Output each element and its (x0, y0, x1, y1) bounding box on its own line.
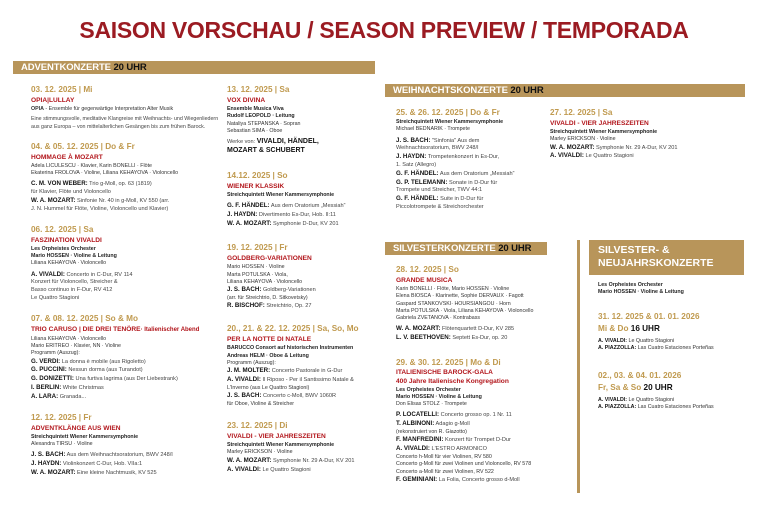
piece: Violinkonzert C-Dur, Hob. VIIa:1 (61, 461, 143, 468)
section-header-neujahr (589, 240, 744, 275)
event-date: 12. 12. 2025 | Fr (31, 412, 92, 422)
performer: Streichquintett Wiener Kammersymphonie (396, 119, 504, 125)
event-subtitle: · Italienischer Abend (140, 326, 200, 333)
event-title: VOX DIVINA (227, 97, 266, 104)
piece-cont: (rekonstruiert von R. Giazotto) (396, 429, 467, 436)
piece: Le Quattro Stagioni (627, 397, 675, 404)
section-header-advent-extension (255, 61, 375, 74)
piece: Trio g-Moll, op. 63 (1819) (87, 181, 152, 188)
performer: Liliana KEHAYOVA · Violoncello (227, 279, 303, 286)
event-date: 06. 12. 2025 | Sa (31, 224, 94, 234)
composer: J. HAYDN: (396, 153, 427, 161)
piece-cont: J. N. Hummel für Flöte, Violine, Violoncello und Klavier) (31, 205, 169, 212)
performer: Gabriela ZVETANOVA · Kontrabass (396, 315, 480, 322)
section-label: ADVENTKONZERTE (21, 62, 111, 73)
composer: A. LARA: (31, 392, 59, 400)
performer: Mario HOSSEN · Violine (227, 264, 285, 271)
composer: G. VERDI: (31, 357, 61, 365)
piece: Sonate in D-Dur für (447, 179, 498, 186)
performer: Rudolf LEOPOLD · Leitung (227, 113, 295, 120)
piece: "Sinfonia" Aus dem (430, 137, 480, 144)
piece: Granada... (58, 393, 87, 400)
event (598, 311, 763, 353)
piece: Le Quattro Stagioni (260, 466, 311, 473)
piece: Streichtrio, Op. 27 (264, 303, 312, 310)
event-date: 28. 12. 2025 | So (396, 265, 459, 274)
event (396, 264, 576, 343)
event-days: Fr, Sa & So (598, 383, 642, 393)
performer: Mario HOSSEN · Violine & Leitung (31, 252, 117, 259)
event (550, 107, 760, 161)
piece-cont: für Oboe, Violine & Streicher (227, 400, 295, 407)
event-date: 20., 21. & 22. 12. 2025 | Sa, So, Mo (227, 324, 359, 334)
piece-cont: Konzert für Violoncello, Streicher & (31, 279, 118, 286)
event (396, 107, 546, 212)
composer: A. VIVALDI: (598, 337, 628, 344)
event (31, 313, 226, 402)
performer: Streichquintett Wiener Kammersymphonie (31, 433, 139, 440)
event (227, 84, 377, 156)
piece-cont: Piccolotrompete & Streichorchester (396, 203, 484, 210)
event (31, 412, 226, 478)
piece-cont: Weihnachtsoratorium, BWV 248/I (396, 145, 479, 152)
piece: L'ESTRO ARMONICO (429, 446, 487, 453)
section-time: 20 UHR (510, 85, 544, 96)
piece: Trompetenkonzert in Es-Dur, (426, 154, 500, 161)
event-date: 29. & 30. 12. 2025 | Mo & Di (396, 358, 501, 368)
event-title: VIVALDI - VIER JAHRESZEITEN (227, 433, 326, 441)
piece: Aus dem Weihnachtsoratorium, BWV 248/I (65, 452, 173, 459)
section-header-advent (13, 61, 255, 74)
piece: Concerto c-Moll, BWV 1060R (261, 393, 336, 400)
section-label-line2: NEUJAHRSKONZERTE (598, 257, 714, 269)
performer: Les Orpheistes Orchester (31, 245, 96, 252)
event-title: WIENER KLASSIK (227, 182, 285, 190)
performer: Sebastian SIMA · Oboe (227, 127, 283, 134)
event-title: VIVALDI - VIER JAHRESZEITEN (550, 120, 649, 127)
composer: G. F. HÄNDEL: (396, 169, 439, 177)
event-title: PER LA NOTTE DI NATALE (227, 336, 312, 344)
piece: Le Quattro Stagioni (583, 153, 634, 160)
composer: J. HAYDN: (227, 210, 258, 218)
event-date: 02., 03. & 04. 01. 2026 (598, 371, 682, 381)
silvester-column (396, 264, 576, 495)
section-label: SILVESTERKONZERTE (393, 243, 496, 254)
event-time: 20 UHR (643, 383, 673, 393)
composer: G. F. HÄNDEL: (396, 195, 439, 203)
composer: A. VIVALDI: (396, 445, 430, 453)
page-title: SAISON VORSCHAU / SEASON PREVIEW / TEMPORADA (79, 17, 689, 43)
performer: Alexandra TIRSU · Violine (31, 440, 93, 447)
composer: J. S. BACH: (31, 451, 66, 459)
performer: Mario ERITREO · Klavier, NN · Violine (31, 343, 121, 350)
composer: T. ALBINONI: (396, 420, 435, 428)
performer: Karin BONELLI · Flöte, Mario HOSSEN · Violine (396, 286, 510, 292)
piece: Concerto grosso op. 1 Nr. 11 (439, 412, 512, 419)
piece: La Folia, Concerto grosso d-Moll (437, 476, 520, 483)
event (227, 242, 377, 311)
section-header-silvester (385, 242, 547, 255)
piece: Aus dem Oratorium „Messiah“ (438, 170, 515, 177)
performer: Mario HOSSEN · Violine & Leitung (598, 289, 684, 296)
divider-line (577, 240, 580, 493)
performer: Gaspard STANKOVSKI· HOURSIANGOU · Horn (396, 300, 511, 307)
event (396, 357, 576, 485)
weihnacht-column-2 (550, 107, 760, 171)
performer: Nataliya STEPANSKA · Sopran (227, 120, 301, 127)
piece: Una furtiva lagrima (aus Der Liebestrank) (73, 376, 178, 383)
event-date: 14.12. 2025 | So (227, 170, 288, 180)
composer: G. PUCCINI: (31, 366, 67, 374)
piece: Las Cuatro Estaciones Porteñas (636, 344, 714, 351)
piece-cont: 1. Satz (Allegro) (396, 161, 437, 168)
event-title: ITALIENISCHE BAROCK-GALA (396, 369, 493, 377)
event-date: 07. & 08. 12. 2025 | So & Mo (31, 313, 138, 323)
piece-cont: Trompete und Streicher, TWV 44:1 (396, 187, 483, 194)
composer: G. P. TELEMANN: (396, 178, 448, 186)
advent-column-2 (227, 84, 377, 484)
event-date: 13. 12. 2025 | Sa (227, 85, 290, 94)
performer: Marley ERICKSON · Violine (227, 449, 293, 456)
piece-cont: (arr. für Streichtrio, D. Sitkovetsky) (227, 295, 308, 302)
piece: Goldberg-Variationen (261, 287, 316, 294)
performer: Marta POTULSKA · Viola, (227, 271, 288, 278)
performer: Streichquintett Wiener Kammersymphonie (227, 442, 335, 449)
event-title: TRIO CARUSO | DIE DREI TENÖRE (31, 325, 141, 333)
performer: Ensemble Musica Viva (227, 106, 284, 112)
piece: White Christmas (61, 385, 104, 392)
piece-cont: L'Inverno (aus Le Quattro Stagioni) (227, 384, 310, 391)
section-time: 20 UHR (498, 243, 532, 254)
composer: A. VIVALDI: (227, 375, 261, 383)
event-days: Mi & Do (598, 323, 629, 333)
section-label-line1: SILVESTER- & (598, 244, 670, 256)
works-label: Werke von: (227, 139, 257, 146)
performer: Liliana KEHAYOVA · Violoncello (31, 335, 107, 342)
piece: La donna è mobile (aus Rigoletto) (60, 358, 146, 365)
composer: A. VIVALDI: (550, 152, 584, 160)
performer: Ekaterina FROLOVA · Violine, Liliana KEHAYOVA · Violoncello (31, 170, 179, 177)
composer: G. F. HÄNDEL: (227, 202, 270, 210)
performer: Andreas HELM · Oboe & Leitung (227, 352, 309, 359)
piece-cont: Concerto g-Moll für zwei Violinen und Violoncello, RV 578 (396, 461, 532, 468)
piece: Symphonie Nr. 29 A-Dur, KV 201 (594, 144, 678, 151)
event (31, 224, 226, 303)
piece: Il Riposo - Per il Santissimo Natale & (260, 376, 354, 383)
event-description: Eine stimmungsvolle, meditative Klangreise mit Weihnachts- und Wiegenliedern aus ganz Europa – von mittelalterlichen Gesängen bis zum frühen Barock. (31, 116, 219, 130)
performer: BARUCCO Consort auf historischen Instrumenten (227, 345, 354, 352)
composer: A. PIAZZOLLA: (598, 404, 637, 411)
composer: P. LOCATELLI: (396, 411, 440, 419)
event-date: 31. 12. 2025 & 01. 01. 2026 (598, 311, 700, 321)
piece: Adagio g-Moll (434, 421, 470, 428)
composer: W. A. MOZART: (31, 197, 76, 205)
section-label: WEIHNACHTSKONZERTE (393, 85, 508, 96)
event (598, 370, 763, 412)
section-time: 20 UHR (113, 62, 147, 73)
performer-desc: - Ensemble für gegenwärtige Interpretation Alter Musik (43, 106, 174, 112)
composers: VIVALDI, HÄNDEL, (256, 138, 319, 146)
piece: Septett Es-Dur, op. 20 (450, 335, 508, 342)
composer: F. GEMINIANI: (396, 475, 438, 483)
piece: Aus dem Oratorium „Messiah“ (269, 203, 346, 210)
weihnacht-column-1 (396, 107, 546, 222)
event-title: FASZINATION VIVALDI (31, 236, 102, 244)
performer: Marley ERICKSON · Violine (550, 136, 616, 143)
program-label: Programm (Auszug): (31, 350, 80, 357)
piece: Eine kleine Nachtmusik, KV 525 (75, 469, 157, 476)
composer: W. A. MOZART: (227, 456, 272, 464)
piece-cont: für Klavier, Flöte und Violoncello (31, 189, 111, 196)
piece: Concerto in C-Dur, RV 114 (64, 271, 133, 278)
event (227, 323, 377, 408)
composer: J. S. BACH: (227, 286, 262, 294)
performer: Streichquintett Wiener Kammersymphonie (227, 191, 335, 198)
performer: Marta POTULSKA · Viola, Liliana KEHAYOVA · Violoncello (396, 307, 534, 314)
event-subtitle: 400 Jahre Italienische Kongregation (396, 377, 509, 385)
composer: W. A. MOZART: (550, 143, 595, 151)
piece-cont: Basso continuo in F-Dur, RV 412 (31, 287, 113, 294)
performer: Michael BEDNARIK · Trompete (396, 126, 470, 133)
composer: I. BERLIN: (31, 384, 62, 392)
event (31, 141, 226, 214)
composer: W. A. MOZART: (31, 468, 76, 476)
section-header-weihnacht (385, 84, 745, 97)
piece: Symphonie Nr. 29 A-Dur, KV 201 (271, 457, 355, 464)
composer: J. S. BACH: (227, 392, 262, 400)
piece-cont: Concerto a-Moll für zwei Violinen, RV 522 (396, 468, 494, 475)
event-date: 27. 12. 2025 | Sa (550, 108, 613, 117)
piece: Suite in D-Dur für (438, 196, 484, 203)
piece: Concerto Pastorale in G-Dur (270, 368, 343, 375)
piece-cont: Le Quattro Stagioni (31, 294, 80, 301)
performer: Les Orpheistes Orchester (598, 282, 663, 288)
piece: Flötenquartett D-Dur, KV 285 (440, 326, 515, 333)
piece: Sinfonie Nr. 40 in g-Moll, KV 550 (arr. (75, 198, 170, 205)
event-title: HOMMAGE À MOZART (31, 153, 103, 161)
composer: F. MANFREDINI: (396, 436, 444, 444)
neujahr-column (598, 282, 763, 422)
performer: Les Orpheistes Orchester (396, 386, 461, 393)
composers: MOZART & SCHUBERT (227, 146, 305, 154)
event-date: 04. & 05. 12. 2025 | Do & Fr (31, 141, 135, 151)
piece: Divertimento Es-Dur, Hob. II:11 (257, 211, 336, 218)
composer: A. PIAZZOLLA: (598, 344, 637, 351)
piece: Nessun dorma (aus Turandot) (66, 367, 143, 374)
performer: Elena BIOSCA · Klarinette, Sophie DERVAUX · Fagott (396, 293, 524, 300)
event-date: 19. 12. 2025 | Fr (227, 243, 288, 253)
composer: W. A. MOZART: (227, 219, 272, 227)
composer: A. VIVALDI: (227, 465, 261, 473)
piece: Konzert für Trompet D-Dur (443, 437, 511, 444)
program-label: Programm (Auszug): (227, 359, 276, 366)
event-date: 23. 12. 2025 | Di (227, 421, 288, 431)
performer-name: OPIA (31, 106, 44, 112)
event-date: 25. & 26. 12. 2025 | Do & Fr (396, 108, 500, 117)
piece: Las Cuatro Estaciones Porteñas (636, 404, 714, 411)
composer: A. VIVALDI: (31, 270, 65, 278)
event-title: GRANDE MUSICA (396, 277, 453, 284)
composer: G. DONIZETTI: (31, 375, 74, 383)
event-title: GOLDBERG-VARIATIONEN (227, 255, 312, 263)
piece: Le Quattro Stagioni (627, 337, 675, 344)
event-title: OPIA|LULLAY (31, 97, 75, 104)
composer: C. M. VON WEBER: (31, 180, 88, 188)
piece-cont: Concerto h-Moll für vier Violinen, RV 580 (396, 453, 492, 460)
event (227, 420, 377, 474)
piece: Symphonie D-Dur, KV 201 (271, 220, 339, 227)
event-title: ADVENTKLÄNGE AUS WIEN (31, 424, 121, 432)
performer: Streichquintett Wiener Kammersymphonie (550, 129, 658, 135)
event (227, 170, 377, 229)
composer: J. S. BACH: (396, 136, 431, 144)
performer: Adela LICULESCU · Klavier, Karin BONELLI · Flöte (31, 162, 152, 169)
composer: R. BISCHOF: (227, 302, 265, 310)
event-time: 16 UHR (630, 323, 660, 333)
performer: Don Elisas STOLZ · Trompete (396, 401, 467, 408)
performer: Liliana KEHAYOVA · Violoncello (31, 260, 107, 267)
composer: J. HAYDN: (31, 460, 62, 468)
event-date: 03. 12. 2025 | Mi (31, 85, 93, 94)
performer: Mario HOSSEN · Violine & Leitung (396, 393, 482, 400)
composer: W. A. MOZART: (396, 325, 441, 333)
advent-column-1 (31, 84, 226, 488)
event (31, 84, 226, 131)
composer: L. V. BEETHOVEN: (396, 334, 451, 342)
composer: J. M. MOLTER: (227, 367, 271, 375)
composer: A. VIVALDI: (598, 397, 628, 404)
